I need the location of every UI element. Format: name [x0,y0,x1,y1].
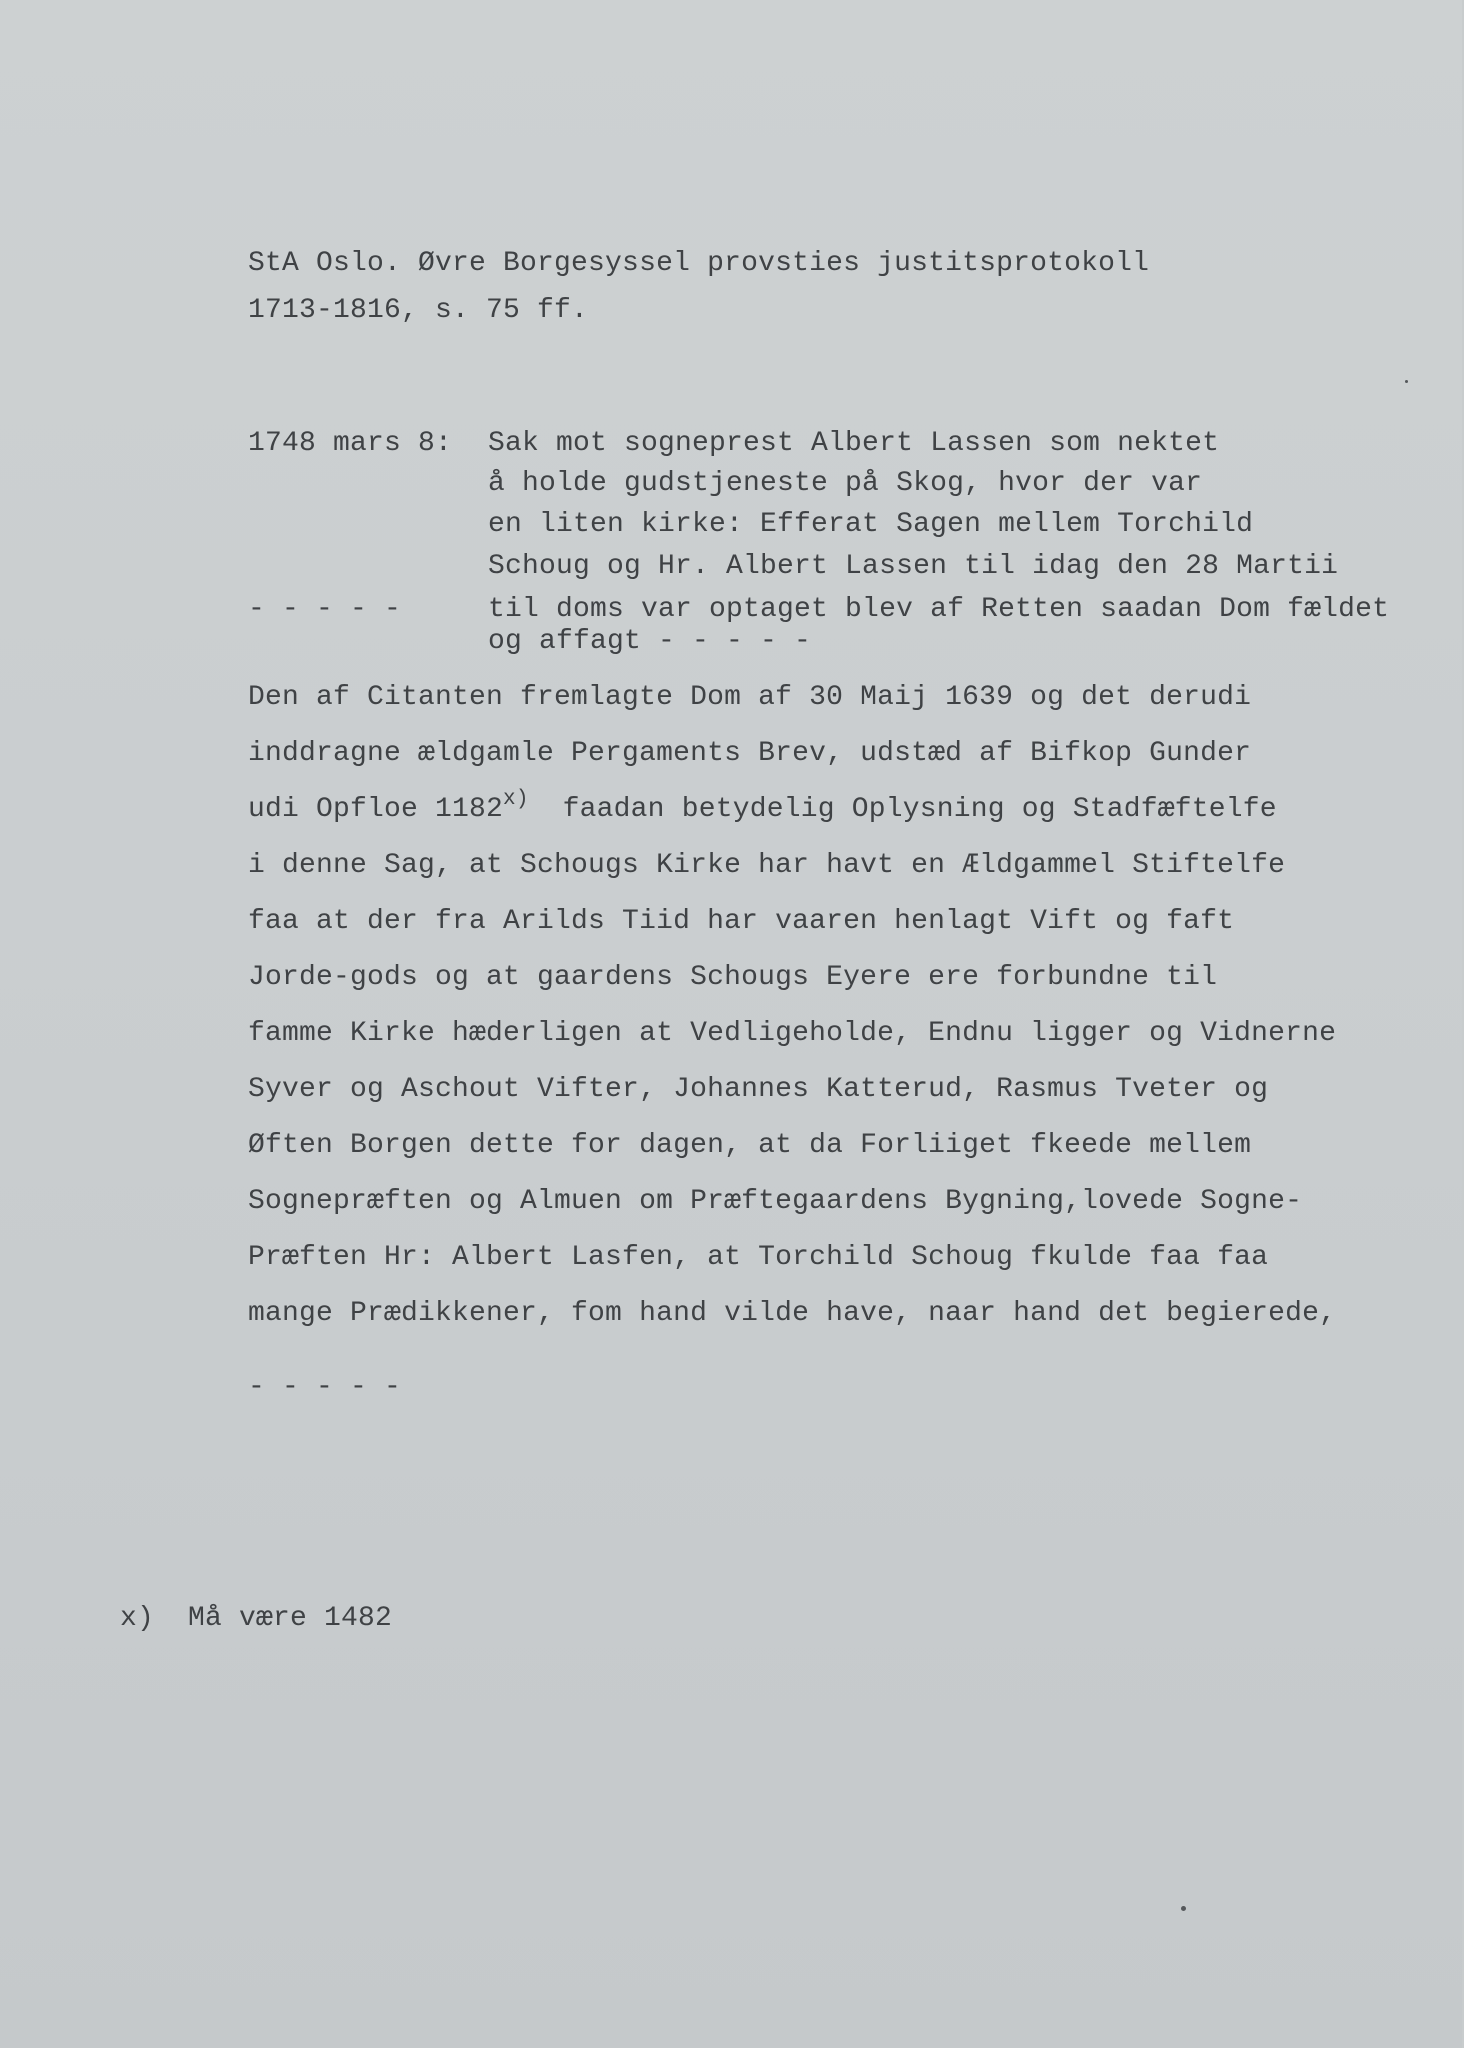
footnote-marker: x) [503,788,529,811]
body-end-dashes: - - - - - [248,1372,402,1403]
body-line: Jorde-gods og at gaardens Schougs Eyere ere forbundne til [248,962,1218,993]
body-line: Syver og Aschout Vifter, Johannes Katterud, Rasmus Tveter og [248,1074,1269,1105]
body-line: Sognepræften og Almuen om Præftegaardens Bygning,lovede Sogne- [248,1186,1303,1217]
entry-line: å holde gudstjeneste på Skog, hvor der var [488,468,1203,499]
body-line: faa at der fra Arilds Tiid har vaaren henlagt Vift og faft [248,906,1235,937]
body-line-spacer [529,794,563,825]
footnote: x) Må være 1482 [120,1603,393,1634]
entry-line: Sak mot sogneprest Albert Lassen som nektet [488,428,1220,459]
body-line: mange Prædikkener, fom hand vilde have, naar hand det begierede, [248,1298,1337,1329]
entry-line: og affagt - - - - - [488,626,812,657]
scan-speck [1181,1906,1186,1911]
scan-speck [1405,380,1408,383]
body-line: i denne Sag, at Schougs Kirke har havt en Ældgammel Stiftelfe [248,850,1286,881]
body-line [248,788,1277,825]
body-line: inddragne ældgamle Pergaments Brev, udstæd af Bifkop Gunder [248,738,1252,769]
source-pages: 1713-1816, s. 75 ff. [248,295,589,326]
body-line: Øften Borgen dette for dagen, at da Forliiget fkeede mellem [248,1130,1252,1161]
entry-margin-dashes: - - - - - [248,594,402,625]
body-line-text: udi Opfloe 1182 [248,794,504,825]
entry-line: Schoug og Hr. Albert Lassen til idag den 28 Martii [488,551,1339,582]
body-line: famme Kirke hæderligen at Vedligeholde, Endnu ligger og Vidnerne [248,1018,1337,1049]
entry-date: 1748 mars 8: [248,428,453,459]
entry-line: en liten kirke: Efferat Sagen mellem Torchild [488,509,1254,540]
body-line: Præften Hr: Albert Lasfen, at Torchild Schoug fkulde faa faa [248,1242,1269,1273]
body-line: Den af Citanten fremlagte Dom af 30 Maij 1639 og det derudi [248,682,1252,713]
entry-line: til doms var optaget blev af Retten saadan Dom fældet [488,594,1390,625]
body-line-text: faadan betydelig Oplysning og Stadfæftelfe [562,794,1277,825]
source-title: StA Oslo. Øvre Borgesyssel provsties justitsprotokoll [248,248,1150,279]
